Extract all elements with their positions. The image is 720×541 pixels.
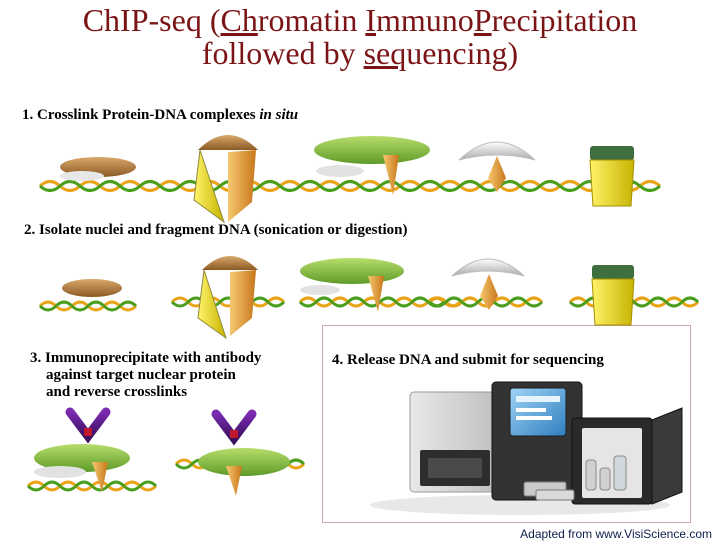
- protein-dark-cap-1: [590, 146, 634, 160]
- step-1-label: 1. Crosslink Protein-DNA complexes in situ: [22, 107, 299, 123]
- protein-orange-2: [230, 270, 256, 336]
- step-4-label: 4. Release DNA and submit for sequencing: [332, 352, 604, 368]
- protein-yellow-2: [590, 160, 634, 206]
- protein-orange-drop-2: [488, 156, 506, 192]
- protein-gray-base-3: [300, 285, 340, 295]
- protein-green-1: [314, 136, 430, 164]
- protein-gray-base-2: [316, 165, 364, 177]
- protein-orange-1: [228, 150, 256, 222]
- dna-strand-row1: [40, 182, 660, 191]
- protein-green-2: [300, 258, 404, 284]
- protein-brown-cap-1: [198, 135, 258, 150]
- protein-white-2: [452, 259, 524, 276]
- protein-dark-cap-2: [592, 265, 634, 279]
- step-2-label: 2. Isolate nuclei and fragment DNA (sonication or digestion): [24, 222, 408, 238]
- protein-brown-2: [62, 279, 122, 297]
- title-ch: Ch: [82, 2, 121, 38]
- step-3-label: 3. Immunoprecipitate with antibody against target nuclear protein and reverse crosslinks: [30, 350, 262, 400]
- protein-brown-cap-2: [202, 256, 258, 270]
- protein-gray-base-4: [34, 466, 86, 478]
- protein-green-4: [198, 448, 290, 476]
- protein-yellow-4: [592, 279, 634, 325]
- protein-gray-base-1: [60, 171, 104, 181]
- protein-orange-drop-6: [226, 466, 242, 496]
- title-line-2: followed by sequencing): [201, 35, 519, 71]
- title-line-1: ChIP-seq (Chromatin ImmunoPrecipitation: [82, 2, 638, 38]
- in-situ-italic: in situ: [259, 107, 299, 123]
- credit-text: Adapted from www.VisiScience.com: [520, 527, 712, 541]
- sequencer-instrument: [370, 382, 682, 515]
